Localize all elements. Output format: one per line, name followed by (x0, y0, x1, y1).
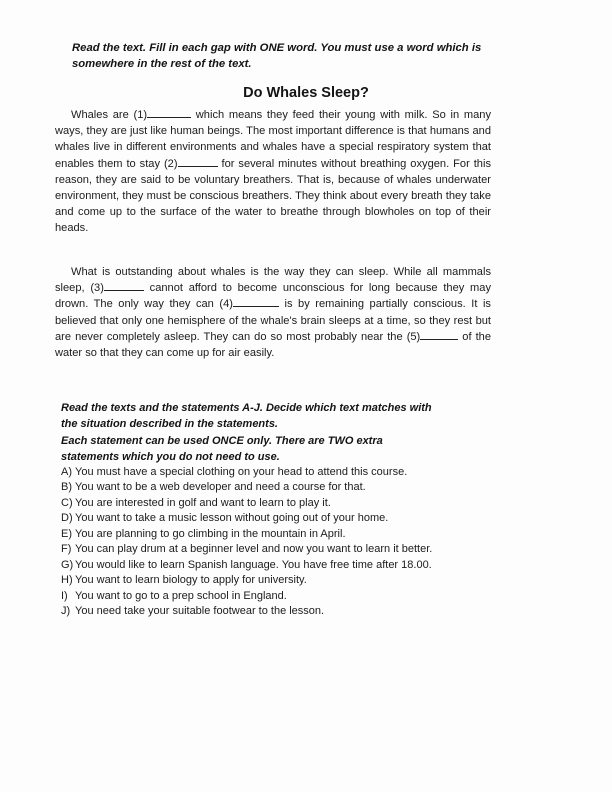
statement-a (61, 465, 491, 480)
statement-text: You want to be a web developer and need a course for that. (75, 481, 366, 494)
statement-letter: G) (61, 558, 74, 571)
statement-b (61, 480, 491, 495)
para2-text-4: of the water so that they can come up for air easily. (55, 330, 492, 360)
statements-list (61, 465, 491, 620)
statement-c (61, 496, 491, 511)
para1-text-2: which means they feed their young with milk. So in many ways, they are just like human beings. The most important difference is that humans and whales live in different environments and whales have a special respiratory system that enables them to stay (55, 109, 491, 170)
statement-letter: J) (61, 605, 71, 618)
gap-3-label: (3) (90, 282, 104, 295)
statement-j (61, 604, 491, 619)
statement-text: You want to take a music lesson without going out of your home. (75, 512, 389, 525)
passage-paragraph-2 (55, 264, 491, 361)
para1-text-3: for several minutes without breathing oxygen. For this reason, they are said to be voluntary breathers. That is, because of whales underwater environment, they must be conscious breathers. They think about every breath they take and come up to the surface of the water to breathe through blowholes on top of their heads. (55, 157, 491, 235)
matching-instructions-line-1: Read the texts and the statements A-J. Decide which text matches with the situation described in the statements. (61, 402, 432, 431)
para2-text-3: is by remaining partially conscious. It is believed that only one hemisphere of the whale's brain sleeps at a time, so they rest but are never completely asleep. They can do so most probably near the (55, 298, 491, 343)
statement-text: You can play drum at a beginner level and now you want to learn it better. (75, 543, 433, 556)
statement-f (61, 542, 491, 557)
para1-text-1: Whales are (71, 109, 134, 121)
statement-letter: F) (61, 543, 72, 556)
statement-text: You must have a special clothing on your head to attend this course. (75, 466, 408, 478)
para2-text-1: What is outstanding about whales is the way they can sleep. While all mammals sleep, (55, 266, 491, 295)
statement-e (61, 527, 491, 542)
passage-title: Do Whales Sleep? (243, 85, 369, 101)
statement-letter: D) (61, 512, 73, 525)
gap-4-label: (4) (219, 298, 233, 311)
gap-5-label: (5) (406, 330, 421, 343)
statement-letter: C) (61, 496, 73, 509)
gap-1-label: (1) (133, 109, 148, 121)
gap-fill-instructions: Read the text. Fill in each gap with ONE word. You must use a word which is somewhere in the rest of the text. (72, 42, 482, 70)
matching-instructions (61, 400, 441, 465)
para2-text-2: cannot afford to become unconscious for long because they may drown. The only way they can (55, 282, 492, 311)
gap-2-label: (2) (163, 157, 178, 170)
statement-i (61, 589, 491, 604)
statement-letter: A) (61, 466, 72, 478)
gap-3-blank[interactable] (104, 280, 144, 291)
statement-d (61, 511, 491, 526)
gap-1-blank[interactable] (147, 107, 191, 118)
statement-letter: H) (61, 574, 73, 587)
statement-text: You want to go to a prep school in England. (75, 589, 287, 602)
statement-text: You would like to learn Spanish language. You have free time after 18.00. (75, 558, 432, 571)
gap-4-blank[interactable] (233, 296, 279, 307)
statement-letter: I) (61, 589, 68, 602)
statement-g (61, 558, 491, 573)
passage-paragraph-1 (55, 107, 491, 237)
statement-text: You need take your suitable footwear to the lesson. (75, 605, 325, 618)
statement-letter: B) (61, 481, 72, 494)
statement-text: You are interested in golf and want to learn to play it. (75, 496, 331, 509)
statement-text: You want to learn biology to apply for university. (75, 574, 307, 587)
statement-text: You are planning to go climbing in the mountain in April. (75, 527, 346, 540)
gap-2-blank[interactable] (178, 156, 218, 167)
gap-5-blank[interactable] (420, 329, 458, 340)
statement-h (61, 573, 491, 588)
matching-instructions-line-2: Each statement can be used ONCE only. There are TWO extra statements which you do not need to use. (61, 434, 383, 463)
statement-letter: E) (61, 527, 72, 540)
